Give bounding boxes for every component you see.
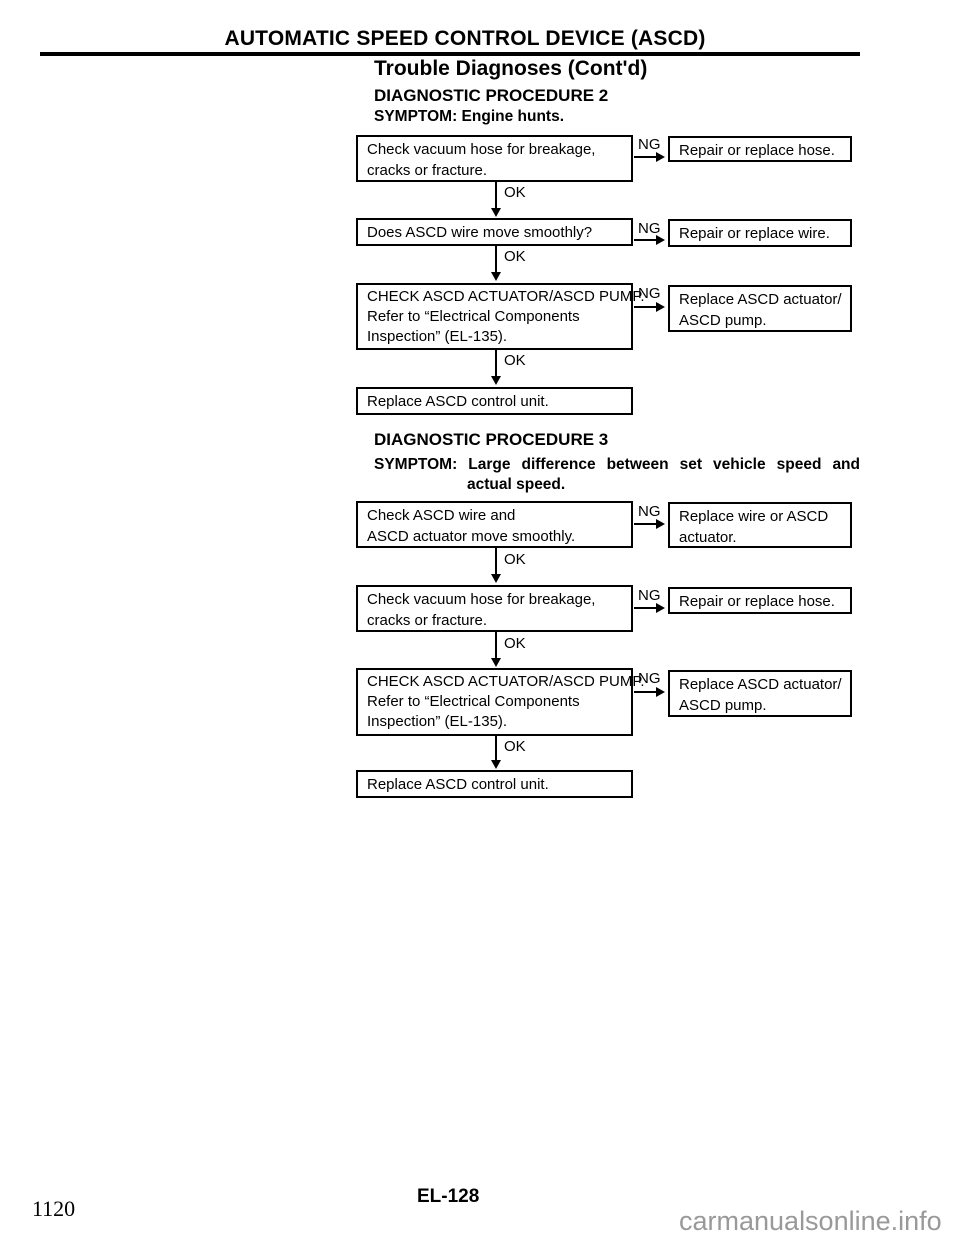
ok-label: OK [504,551,526,568]
ng-arrow-head-icon [656,603,665,613]
check-box: Check vacuum hose for breakage, cracks or fracture. [356,585,633,632]
ng-label: NG [638,136,661,153]
ng-arrow [634,156,657,158]
ng-arrow [634,239,657,241]
page-number: 1120 [32,1196,76,1221]
procedure3-symptom: SYMPTOM: Large difference between set vehicle speed and actual speed. [374,456,860,493]
ok-arrow-head-icon [491,376,501,385]
ok-arrow-head-icon [491,272,501,281]
result-box: Repair or replace hose. [668,587,852,614]
final-box [356,770,633,798]
ng-label: NG [638,503,661,520]
ok-arrow-head-icon [491,574,501,583]
result-box: Replace ASCD actuator/ ASCD pump. [668,285,852,332]
check-box: CHECK ASCD ACTUATOR/ASCD PUMP. Refer to “Electrical Components Inspection” (EL-135). [356,668,633,736]
ng-arrow-head-icon [656,687,665,697]
ng-arrow-head-icon [656,519,665,529]
ok-label: OK [504,352,526,369]
ng-arrow [634,607,657,609]
final-box [356,387,633,415]
check-box: CHECK ASCD ACTUATOR/ASCD PUMP. Refer to “Electrical Components Inspection” (EL-135). [356,283,633,350]
ok-label: OK [504,248,526,265]
ok-arrow [495,182,497,210]
ok-arrow [495,736,497,762]
procedure2-symptom: SYMPTOM: Engine hunts. [374,108,565,125]
result-box: Replace ASCD actuator/ ASCD pump. [668,670,852,717]
title-underline [40,52,860,56]
ng-arrow [634,306,657,308]
page-code: EL-128 [417,1186,480,1207]
ok-arrow-head-icon [491,760,501,769]
result-box: Replace wire or ASCD actuator. [668,502,852,548]
ok-arrow [495,350,497,378]
ok-arrow-head-icon [491,208,501,217]
ng-arrow-head-icon [656,302,665,312]
final-box-text: Replace ASCD control unit. [367,776,549,793]
ng-label: NG [638,670,661,687]
ng-label: NG [638,587,661,604]
ok-arrow [495,548,497,576]
ng-arrow [634,523,657,525]
ng-arrow [634,691,657,693]
check-box: Check vacuum hose for breakage, cracks or fracture. [356,135,633,182]
watermark: carmanualsonline.info [679,1206,942,1236]
ng-arrow-head-icon [656,235,665,245]
result-box: Repair or replace wire. [668,219,852,247]
ng-label: NG [638,285,661,302]
ok-label: OK [504,635,526,652]
final-box-text: Replace ASCD control unit. [367,393,549,410]
ng-arrow-head-icon [656,152,665,162]
ok-arrow [495,632,497,660]
page-title: AUTOMATIC SPEED CONTROL DEVICE (ASCD) [224,27,706,50]
check-box: Check ASCD wire and ASCD actuator move smoothly. [356,501,633,548]
ok-arrow [495,246,497,274]
check-box: Does ASCD wire move smoothly? [356,218,633,246]
procedure3-heading: DIAGNOSTIC PROCEDURE 3 [374,430,609,449]
ok-label: OK [504,738,526,755]
ng-label: NG [638,220,661,237]
procedure2-heading: DIAGNOSTIC PROCEDURE 2 [374,86,609,105]
ok-arrow-head-icon [491,658,501,667]
section-heading: Trouble Diagnoses (Cont'd) [374,57,648,80]
ok-label: OK [504,184,526,201]
result-box: Repair or replace hose. [668,136,852,162]
